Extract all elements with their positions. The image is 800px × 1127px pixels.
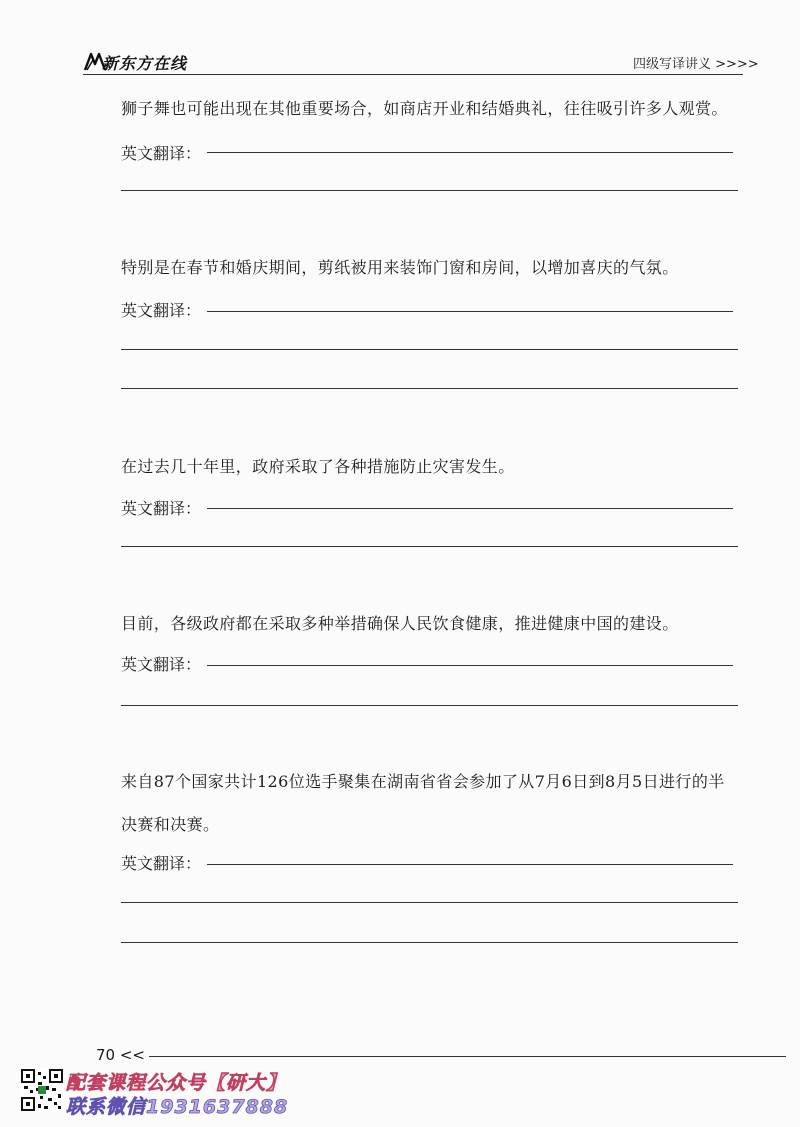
answer-line[interactable] xyxy=(207,665,733,666)
exercise-sentence: 来自87个国家共计126位选手聚集在湖南省省会参加了从7月6日到8月5日进行的半 xyxy=(121,772,725,791)
exercise-sentence: 狮子舞也可能出现在其他重要场合，如商店开业和结婚典礼，往往吸引许多人观赏。 xyxy=(121,99,728,118)
translation-label: 英文翻译： xyxy=(121,655,202,674)
translation-label: 英文翻译： xyxy=(121,301,202,320)
header-divider xyxy=(83,74,743,75)
answer-line[interactable] xyxy=(121,546,738,547)
exercise-sentence: 目前，各级政府都在采取多种举措确保人民饮食健康，推进健康中国的建设。 xyxy=(121,614,679,633)
answer-line[interactable] xyxy=(207,864,733,865)
section-title: 四级写译讲义 >>>> xyxy=(633,57,759,72)
page-number: 70 << xyxy=(96,1046,145,1064)
answer-line[interactable] xyxy=(121,349,738,350)
footer-divider xyxy=(149,1056,786,1057)
translation-label: 英文翻译： xyxy=(121,144,202,163)
translation-label: 英文翻译： xyxy=(121,499,202,518)
answer-line[interactable] xyxy=(121,190,738,191)
promo-account-text: 配套课程公众号【研大】 xyxy=(66,1072,287,1094)
qr-code-icon xyxy=(20,1068,64,1112)
answer-line[interactable] xyxy=(207,152,733,153)
exercise-sentence-continued: 决赛和决赛。 xyxy=(121,815,220,834)
exercise-sentence: 在过去几十年里，政府采取了各种措施防止灾害发生。 xyxy=(121,457,515,476)
answer-line[interactable] xyxy=(121,902,738,903)
answer-line[interactable] xyxy=(121,942,738,943)
translation-label: 英文翻译： xyxy=(121,854,202,873)
answer-line[interactable] xyxy=(207,508,733,509)
promo-contact-text: 联系微信1931637888 xyxy=(66,1096,289,1118)
answer-line[interactable] xyxy=(121,705,738,706)
answer-line[interactable] xyxy=(207,311,733,312)
exercise-sentence: 特别是在春节和婚庆期间，剪纸被用来装饰门窗和房间，以增加喜庆的气氛。 xyxy=(121,258,679,277)
answer-line[interactable] xyxy=(121,388,738,389)
brand-name: 新东方在线 xyxy=(102,54,188,73)
